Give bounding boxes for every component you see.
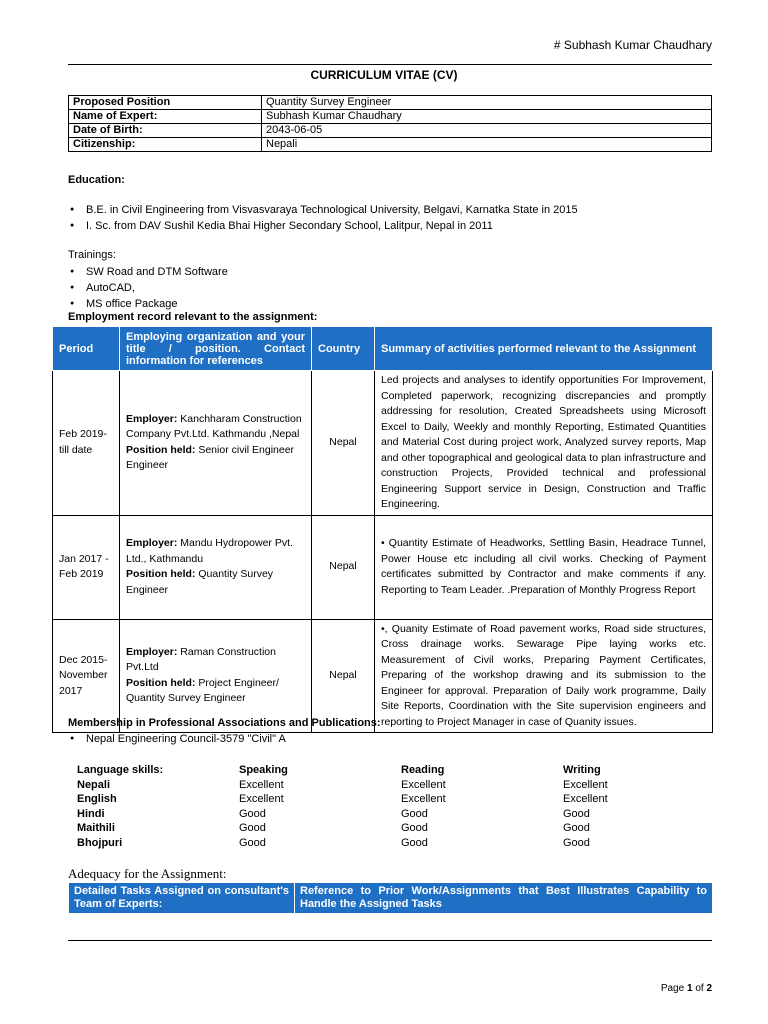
country-cell: Nepal bbox=[312, 515, 375, 619]
language-header-row bbox=[77, 763, 608, 778]
table-row bbox=[53, 371, 713, 516]
employment-table bbox=[52, 326, 713, 733]
info-table bbox=[68, 95, 712, 152]
summary-cell: Led projects and analyses to identify opportunities For Improvement, Completed paperwork, recognizing discrepancies and promptly addressing for resolution, Created Spreadsheets using Microsoft Excel to Daily, Weekly and monthly Reporting, Estimated Quantities and Material Cost during project work, Analyzed survey reports, Map and other topographical and geological data to plan infrastructure and construction Projects, Provided technical and professional Engineering Support service in Design, Construction and Traffic Engineering. bbox=[375, 371, 713, 516]
page-current: 1 bbox=[686, 983, 693, 994]
speaking-level: Excellent bbox=[239, 793, 284, 805]
employer-label: Employer: bbox=[126, 537, 178, 549]
info-row bbox=[69, 124, 712, 138]
education-list bbox=[66, 202, 578, 234]
document-title: CURRICULUM VITAE (CV) bbox=[310, 68, 458, 82]
writing-level: Good bbox=[563, 807, 590, 820]
table-row bbox=[77, 792, 608, 807]
period-cell: Jan 2017 -Feb 2019 bbox=[53, 515, 120, 619]
table-row bbox=[53, 619, 713, 733]
info-label: Date of Birth: bbox=[69, 124, 262, 138]
writing-level: Excellent bbox=[563, 793, 608, 805]
employment-header-row bbox=[53, 327, 713, 371]
writing-level: Good bbox=[563, 836, 590, 849]
col-reference: Reference to Prior Work/Assignments that Best Illustrates Capability to Handle the Assigned Tasks bbox=[295, 883, 713, 914]
employer-value: Raman Construction Pvt.Ltd bbox=[126, 645, 276, 674]
language-name: Hindi bbox=[77, 807, 105, 820]
summary-cell: • Quantity Estimate of Headworks, Settling Basin, Headrace Tunnel, Power House etc including all civil works. Checking of Payment certificates submitted by Contractor and make comments if any. Reporting to Team Leader. .Preparation of Monthly Progress Report bbox=[375, 515, 713, 619]
period-cell: Feb 2019- till date bbox=[53, 371, 120, 516]
speaking-level: Good bbox=[239, 807, 266, 820]
summary-cell: •, Quanity Estimate of Road pavement works, Road side structures, Cross drainage works. Sewarage Pipe laying works etc. Measurement of Civil works, Preparing Payment Certificates, Preparing of the workshop drawing and its submission to the Engineer for approval. Preparation of Daily work programme, Daily Site Reports, Coordination with the Site supervision engineers and reporting to Project Manager in case of Quanity issues. bbox=[375, 619, 713, 733]
info-row bbox=[69, 96, 712, 110]
position-value: Senior civil Engineer Engineer bbox=[126, 443, 295, 472]
membership-list bbox=[66, 731, 286, 747]
employer-cell bbox=[120, 371, 312, 516]
list-item: ● AutoCAD, bbox=[66, 280, 228, 296]
reading-level: Excellent bbox=[401, 793, 446, 805]
col-employer: Employing organization and your title / position. Contact information for references bbox=[120, 327, 312, 371]
employer-label: Employer: bbox=[126, 412, 178, 425]
language-name: English bbox=[77, 793, 117, 805]
speaking-level: Good bbox=[239, 836, 266, 849]
col-summary: Summary of activities performed relevant to the Assignment bbox=[375, 327, 713, 371]
adequacy-header-row bbox=[69, 883, 713, 914]
page-number bbox=[661, 983, 712, 994]
info-value: Nepali bbox=[262, 138, 712, 152]
trainings-list bbox=[66, 264, 228, 312]
reading-header: Reading bbox=[401, 764, 445, 776]
table-row bbox=[77, 821, 608, 836]
language-name: Nepali bbox=[77, 778, 111, 791]
language-skills-table bbox=[77, 763, 608, 850]
trainings-heading: Trainings: bbox=[68, 249, 116, 261]
info-value: Quantity Survey Engineer bbox=[262, 96, 712, 110]
table-row bbox=[77, 807, 608, 822]
info-label: Proposed Position bbox=[69, 96, 262, 110]
position-value: Project Engineer/ Quantity Survey Engineer bbox=[126, 676, 279, 705]
info-label: Citizenship: bbox=[69, 138, 262, 152]
list-item: ● I. Sc. from DAV Sushil Kedia Bhai Higher Secondary School, Lalitpur, Nepal in 2011 bbox=[66, 218, 578, 234]
header-expert-name: # Subhash Kumar Chaudhary bbox=[553, 38, 712, 52]
position-label: Position held: bbox=[126, 568, 196, 580]
page-of: of bbox=[695, 983, 704, 994]
adequacy-table bbox=[68, 882, 713, 914]
speaking-level: Excellent bbox=[239, 778, 284, 791]
position-value: Quantity Survey Engineer bbox=[126, 568, 274, 596]
language-header: Language skills: bbox=[77, 764, 164, 776]
education-heading: Education: bbox=[68, 174, 125, 186]
top-rule bbox=[68, 64, 712, 65]
col-country: Country bbox=[312, 327, 375, 371]
country-cell: Nepal bbox=[312, 619, 375, 733]
country-cell: Nepal bbox=[312, 371, 375, 516]
employer-cell bbox=[120, 515, 312, 619]
list-item: ● MS office Package bbox=[66, 296, 228, 312]
speaking-level: Good bbox=[239, 822, 266, 834]
employer-label: Employer: bbox=[126, 645, 178, 658]
adequacy-heading: Adequacy for the Assignment: bbox=[68, 866, 227, 881]
employment-heading: Employment record relevant to the assignment: bbox=[68, 311, 318, 323]
info-value: 2043-06-05 bbox=[262, 124, 712, 138]
reading-level: Excellent bbox=[401, 778, 446, 791]
col-tasks: Detailed Tasks Assigned on consultant's Team of Experts: bbox=[69, 883, 295, 914]
col-period: Period bbox=[53, 327, 120, 371]
writing-header: Writing bbox=[563, 764, 601, 776]
table-row bbox=[53, 515, 713, 619]
writing-level: Good bbox=[563, 822, 590, 834]
employer-value: Mandu Hydropower Pvt. Ltd., Kathmandu bbox=[126, 537, 293, 565]
position-label: Position held: bbox=[126, 443, 196, 456]
reading-level: Good bbox=[401, 836, 428, 849]
page-total: 2 bbox=[706, 983, 712, 994]
employer-value: Kanchharam Construction Company Pvt.Ltd. Kathmandu ,Nepal bbox=[126, 412, 302, 441]
position-label: Position held: bbox=[126, 676, 196, 689]
table-row bbox=[77, 836, 608, 851]
period-cell: Dec 2015- November 2017 bbox=[53, 619, 120, 733]
info-label: Name of Expert: bbox=[69, 110, 262, 124]
page-prefix: Page bbox=[660, 983, 685, 994]
speaking-header: Speaking bbox=[239, 764, 288, 776]
reading-level: Good bbox=[401, 822, 428, 834]
employer-cell bbox=[120, 619, 312, 733]
reading-level: Good bbox=[401, 807, 428, 820]
writing-level: Excellent bbox=[563, 778, 608, 791]
list-item: ● B.E. in Civil Engineering from Visvasvaraya Technological University, Belgavi, Karnatka State in 2015 bbox=[66, 202, 578, 218]
membership-heading: Membership in Professional Associations and Publications: bbox=[68, 717, 381, 729]
info-row bbox=[69, 138, 712, 152]
info-value: Subhash Kumar Chaudhary bbox=[262, 110, 712, 124]
list-item: ● Nepal Engineering Council-3579 "Civil" A bbox=[66, 731, 286, 747]
list-item: ● SW Road and DTM Software bbox=[66, 264, 228, 280]
language-name: Bhojpuri bbox=[77, 836, 123, 849]
bottom-rule bbox=[68, 940, 712, 941]
table-row bbox=[77, 778, 608, 793]
language-name: Maithili bbox=[77, 822, 115, 834]
info-row bbox=[69, 110, 712, 124]
